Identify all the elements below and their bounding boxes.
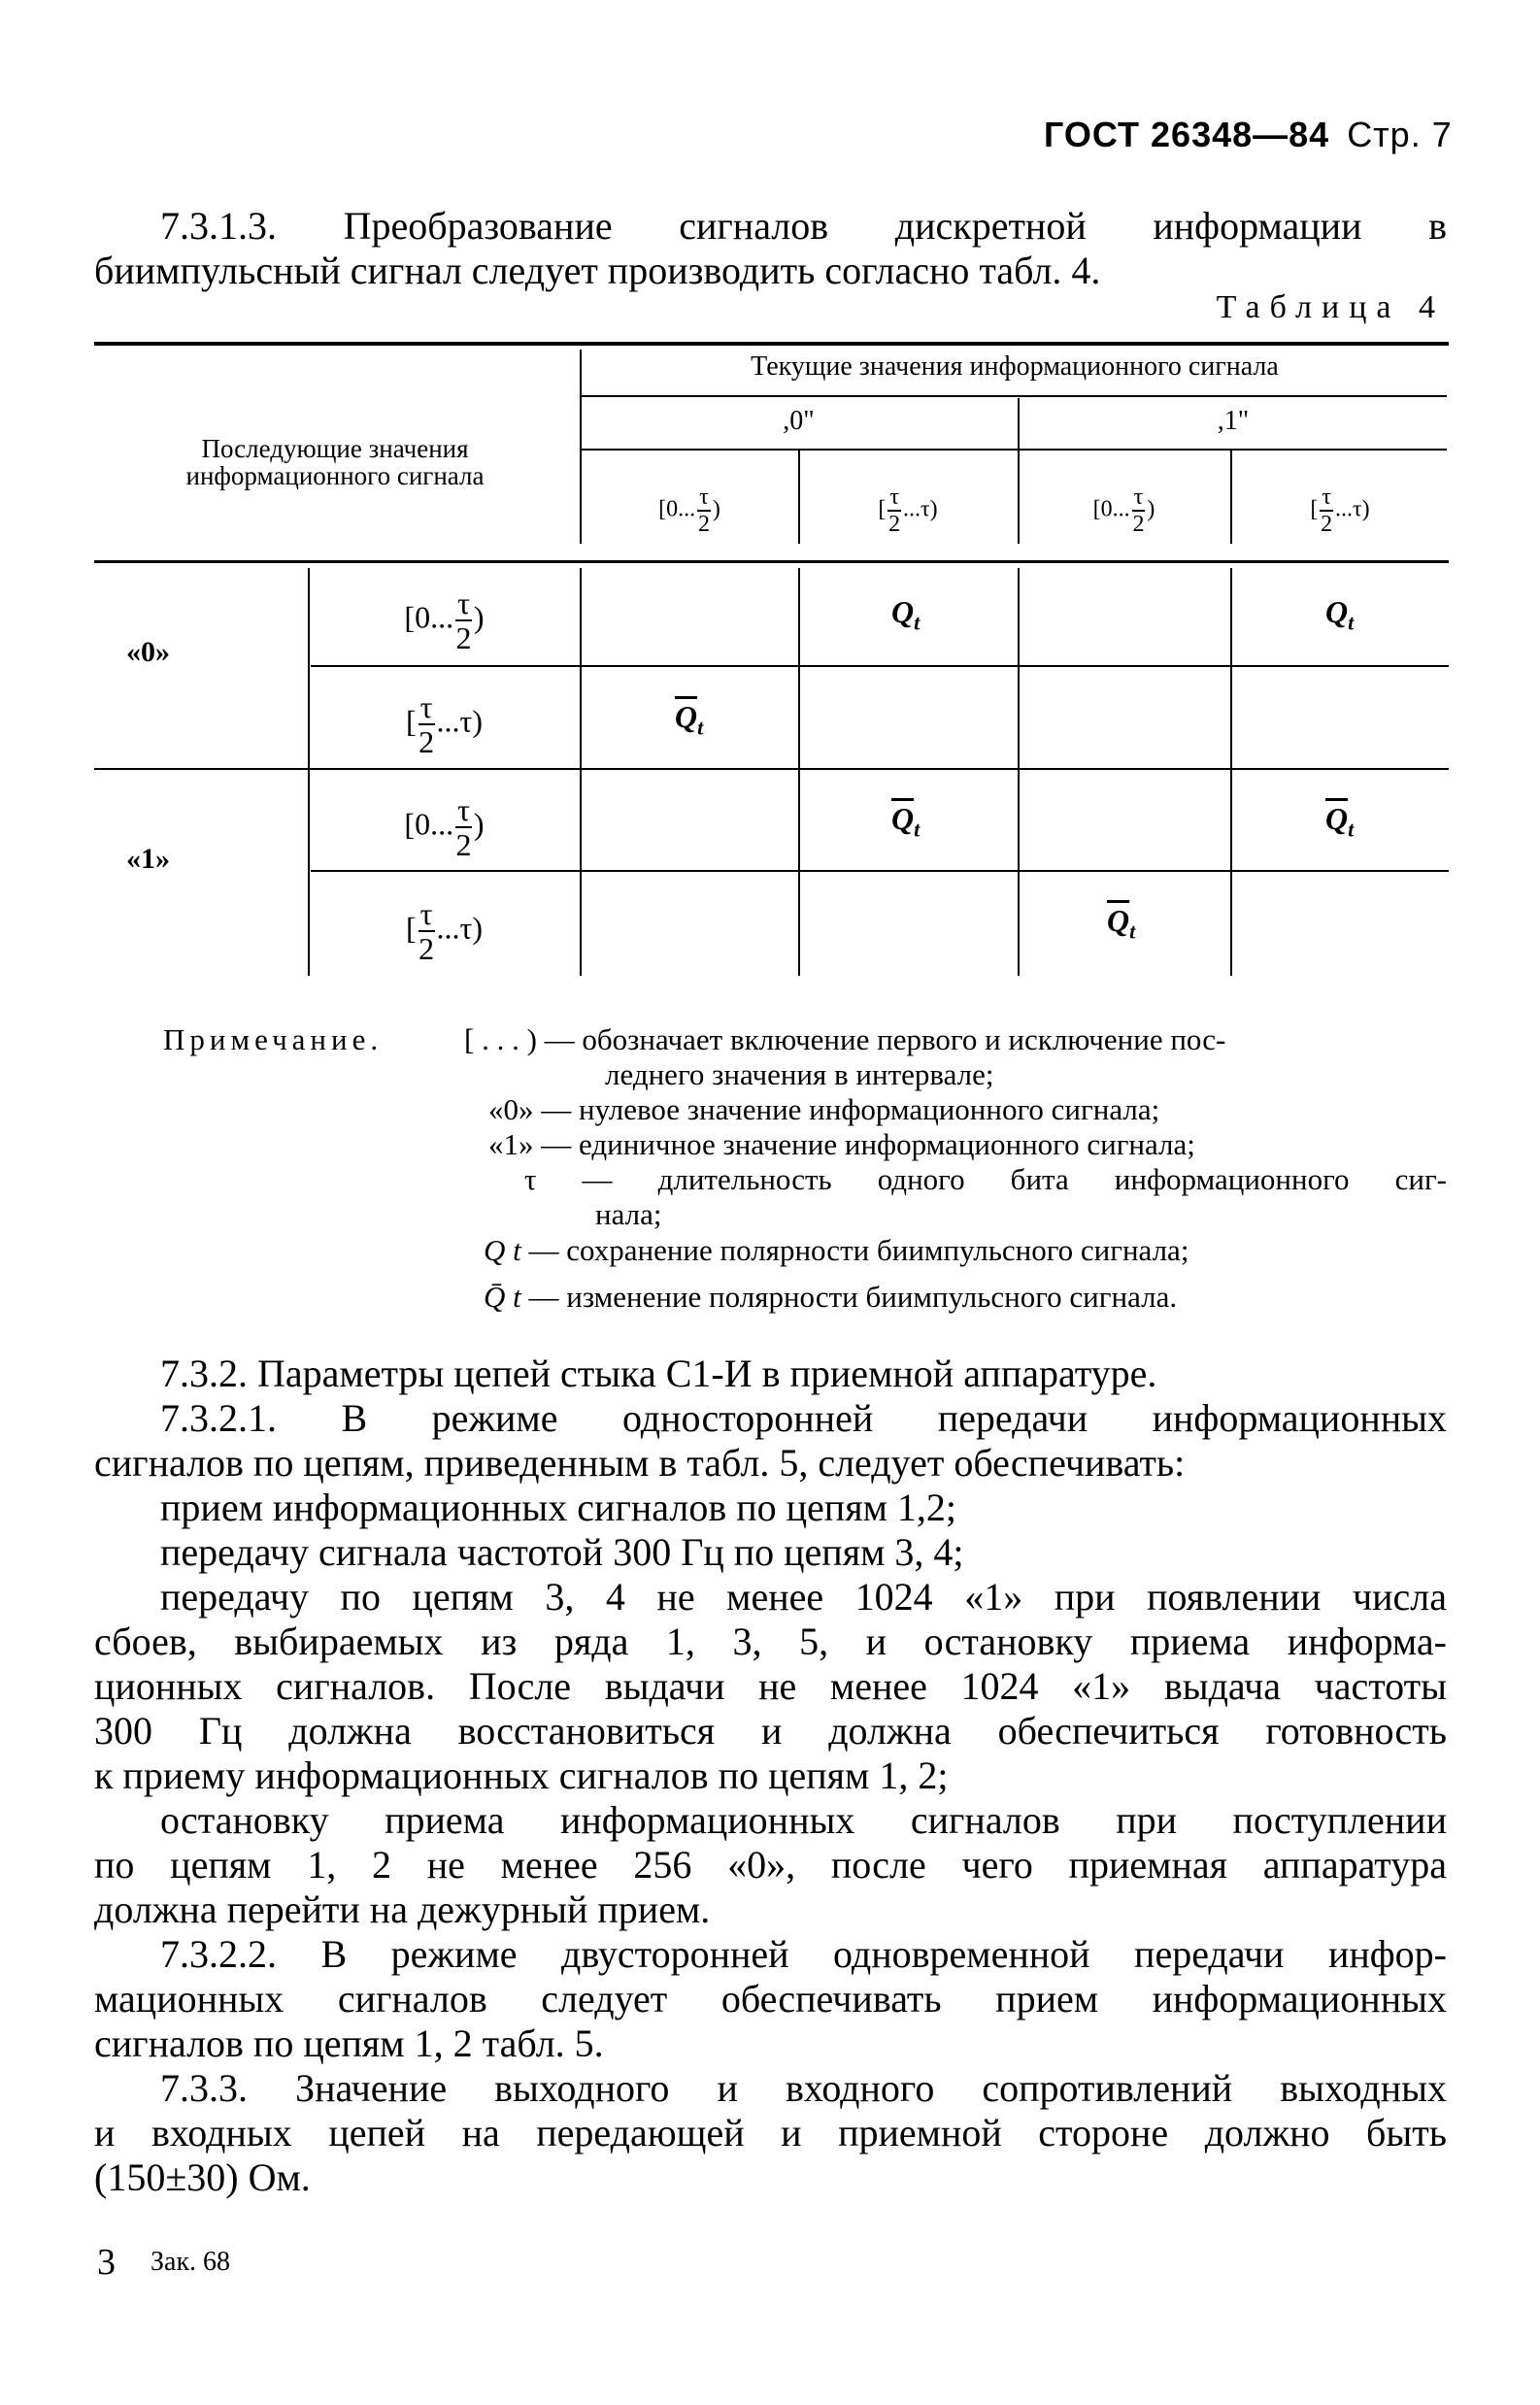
rule-row-1 (311, 665, 1449, 667)
head-interval-3: [0... $\frac{\tau}{2}$ ) (1092, 484, 1155, 537)
note-item-4: «1» — единичное значение информационного сигнала; (488, 1127, 1195, 1161)
vline-head-d (1230, 451, 1232, 544)
para-7-3-2-2-b: мационных сигналов следует обеспечивать прием информационных (94, 1977, 1447, 2021)
para-7-3-2-2-c: сигналов по цепям 1, 2 табл. 5. (94, 2021, 604, 2065)
para-7-3-2-1-b: сигналов по цепям, приведенным в табл. 5, следует обеспечивать: (94, 1441, 1186, 1485)
vline-body-a (308, 568, 310, 976)
row-interval-1: [0... $\frac{\tau}{2}$ ) (404, 585, 485, 655)
head-current-values: Текущие значения информационного сигнала (751, 351, 1279, 382)
para-item-3-c: ционных сигналов. После выдачи не менее 1024 «1» выдача частоты (94, 1664, 1447, 1708)
table-top-rule (94, 342, 1449, 346)
intro-line-1: 7.3.1.3. Преобразование сигналов дискретной информации в (160, 204, 1447, 248)
head-interval-1: [0... $\frac{\tau}{2}$ ) (658, 484, 720, 537)
note-item-5: τ — длительность одного бита информационного сиг- (524, 1162, 1447, 1196)
vline-head-a (580, 350, 582, 544)
row-interval-4: [ $\frac{\tau}{2}$ ...τ) (405, 896, 484, 966)
para-item-3-e: к приему информационных сигналов по цепям 1, 2; (94, 1754, 949, 1797)
para-7-3-2-2-a: 7.3.2.2. В режиме двусторонней одновременной передачи инфор- (160, 1932, 1447, 1976)
note-item-3: «0» — нулевое значение информационного сигнала; (488, 1092, 1160, 1126)
footer-sheet-number: 3 (97, 2242, 116, 2283)
vline-body-b (580, 568, 582, 976)
rule-row-3 (311, 870, 1449, 872)
para-item-4-b: по цепям 1, 2 не менее 256 «0», после чего приемная аппаратура (94, 1843, 1447, 1887)
para-7-3-2-1-a: 7.3.2.1. В режиме односторонней передачи информационных (160, 1396, 1447, 1440)
head-next-values: Последующие значения информационного сигнала (185, 434, 485, 490)
rule-head-1 (580, 395, 1447, 397)
note-item-7: Q t — сохранение полярности биимпульсного сигнала; (484, 1233, 1189, 1267)
doc-code: ГОСТ 26348—84 (1044, 115, 1330, 154)
head-interval-4: [ $\frac{\tau}{2}$ ...τ) (1310, 484, 1370, 537)
para-7-3-3-b: и входных цепей на передающей и приемной стороне должно быть (94, 2111, 1447, 2154)
note-title: Примечание. (163, 1022, 384, 1056)
para-item-4-a: остановку приема информационных сигналов при поступлении (160, 1798, 1447, 1842)
cell-qbar-r2c1: $\overline{Q}_t$ (675, 699, 704, 740)
vline-body-e (1230, 568, 1232, 976)
row-label-0: «0» (126, 636, 170, 668)
para-item-3-b: сбоев, выбираемых из ряда 1, 3, 5, и остановку приема информа- (94, 1620, 1447, 1663)
cell-q-r1c4: $Q_t$ (1325, 594, 1355, 635)
cell-qbar-r4c3: $\overline{Q}_t$ (1107, 903, 1136, 944)
note-item-6: нала; (595, 1197, 662, 1231)
head-interval-2: [ $\frac{\tau}{2}$ ...τ) (878, 484, 938, 537)
footer-order: Зак. 68 (151, 2247, 231, 2277)
vline-head-c (798, 451, 800, 544)
head-val-1: ,1" (1217, 406, 1250, 436)
para-item-1: прием информационных сигналов по цепям 1,2; (160, 1486, 957, 1529)
para-7-3-3-c: (150±30) Ом. (94, 2155, 311, 2199)
row-label-1: «1» (126, 843, 170, 875)
row-interval-2: [ $\frac{\tau}{2}$ ...τ) (405, 689, 484, 759)
para-item-2: передачу сигнала частотой 300 Гц по цепям 3, 4; (160, 1530, 964, 1574)
page-header (1044, 115, 1453, 155)
para-item-4-c: должна перейти на дежурный прием. (94, 1887, 711, 1931)
cell-qbar-r3c4: $\overline{Q}_t$ (1325, 801, 1355, 842)
row-interval-3: [0... $\frac{\tau}{2}$ ) (404, 792, 485, 862)
cell-qbar-r3c2: $\overline{Q}_t$ (891, 801, 921, 842)
rule-head-bottom (94, 560, 1449, 563)
note-item-1: [ . . . ) — обозначает включение первого и исключение пос- (464, 1022, 1226, 1056)
para-7-3-3-a: 7.3.3. Значение выходного и входного сопротивлений выходных (160, 2066, 1447, 2110)
note-item-8: Q̄ t — изменение полярности биимпульсного сигнала. (484, 1280, 1178, 1314)
note-item-2: леднего значения в интервале; (605, 1057, 994, 1091)
cell-q-r1c2: $Q_t$ (891, 594, 921, 635)
head-val-0: ,0" (783, 406, 815, 436)
rule-head-2 (580, 449, 1447, 451)
page-number: Стр. 7 (1347, 115, 1453, 154)
table-caption: Таблица 4 (1216, 289, 1445, 325)
rule-row-2 (94, 768, 1449, 770)
para-item-3-a: передачу по цепям 3, 4 не менее 1024 «1» при появлении числа (160, 1575, 1447, 1619)
vline-body-c (798, 568, 800, 976)
intro-line-2: биимпульсный сигнал следует производить согласно табл. 4. (94, 249, 1101, 292)
vline-body-d (1018, 568, 1020, 976)
para-7-3-2: 7.3.2. Параметры цепей стыка С1-И в приемной аппаратуре. (160, 1352, 1157, 1395)
para-item-3-d: 300 Гц должна восстановиться и должна обеспечиться готовность (94, 1709, 1447, 1753)
